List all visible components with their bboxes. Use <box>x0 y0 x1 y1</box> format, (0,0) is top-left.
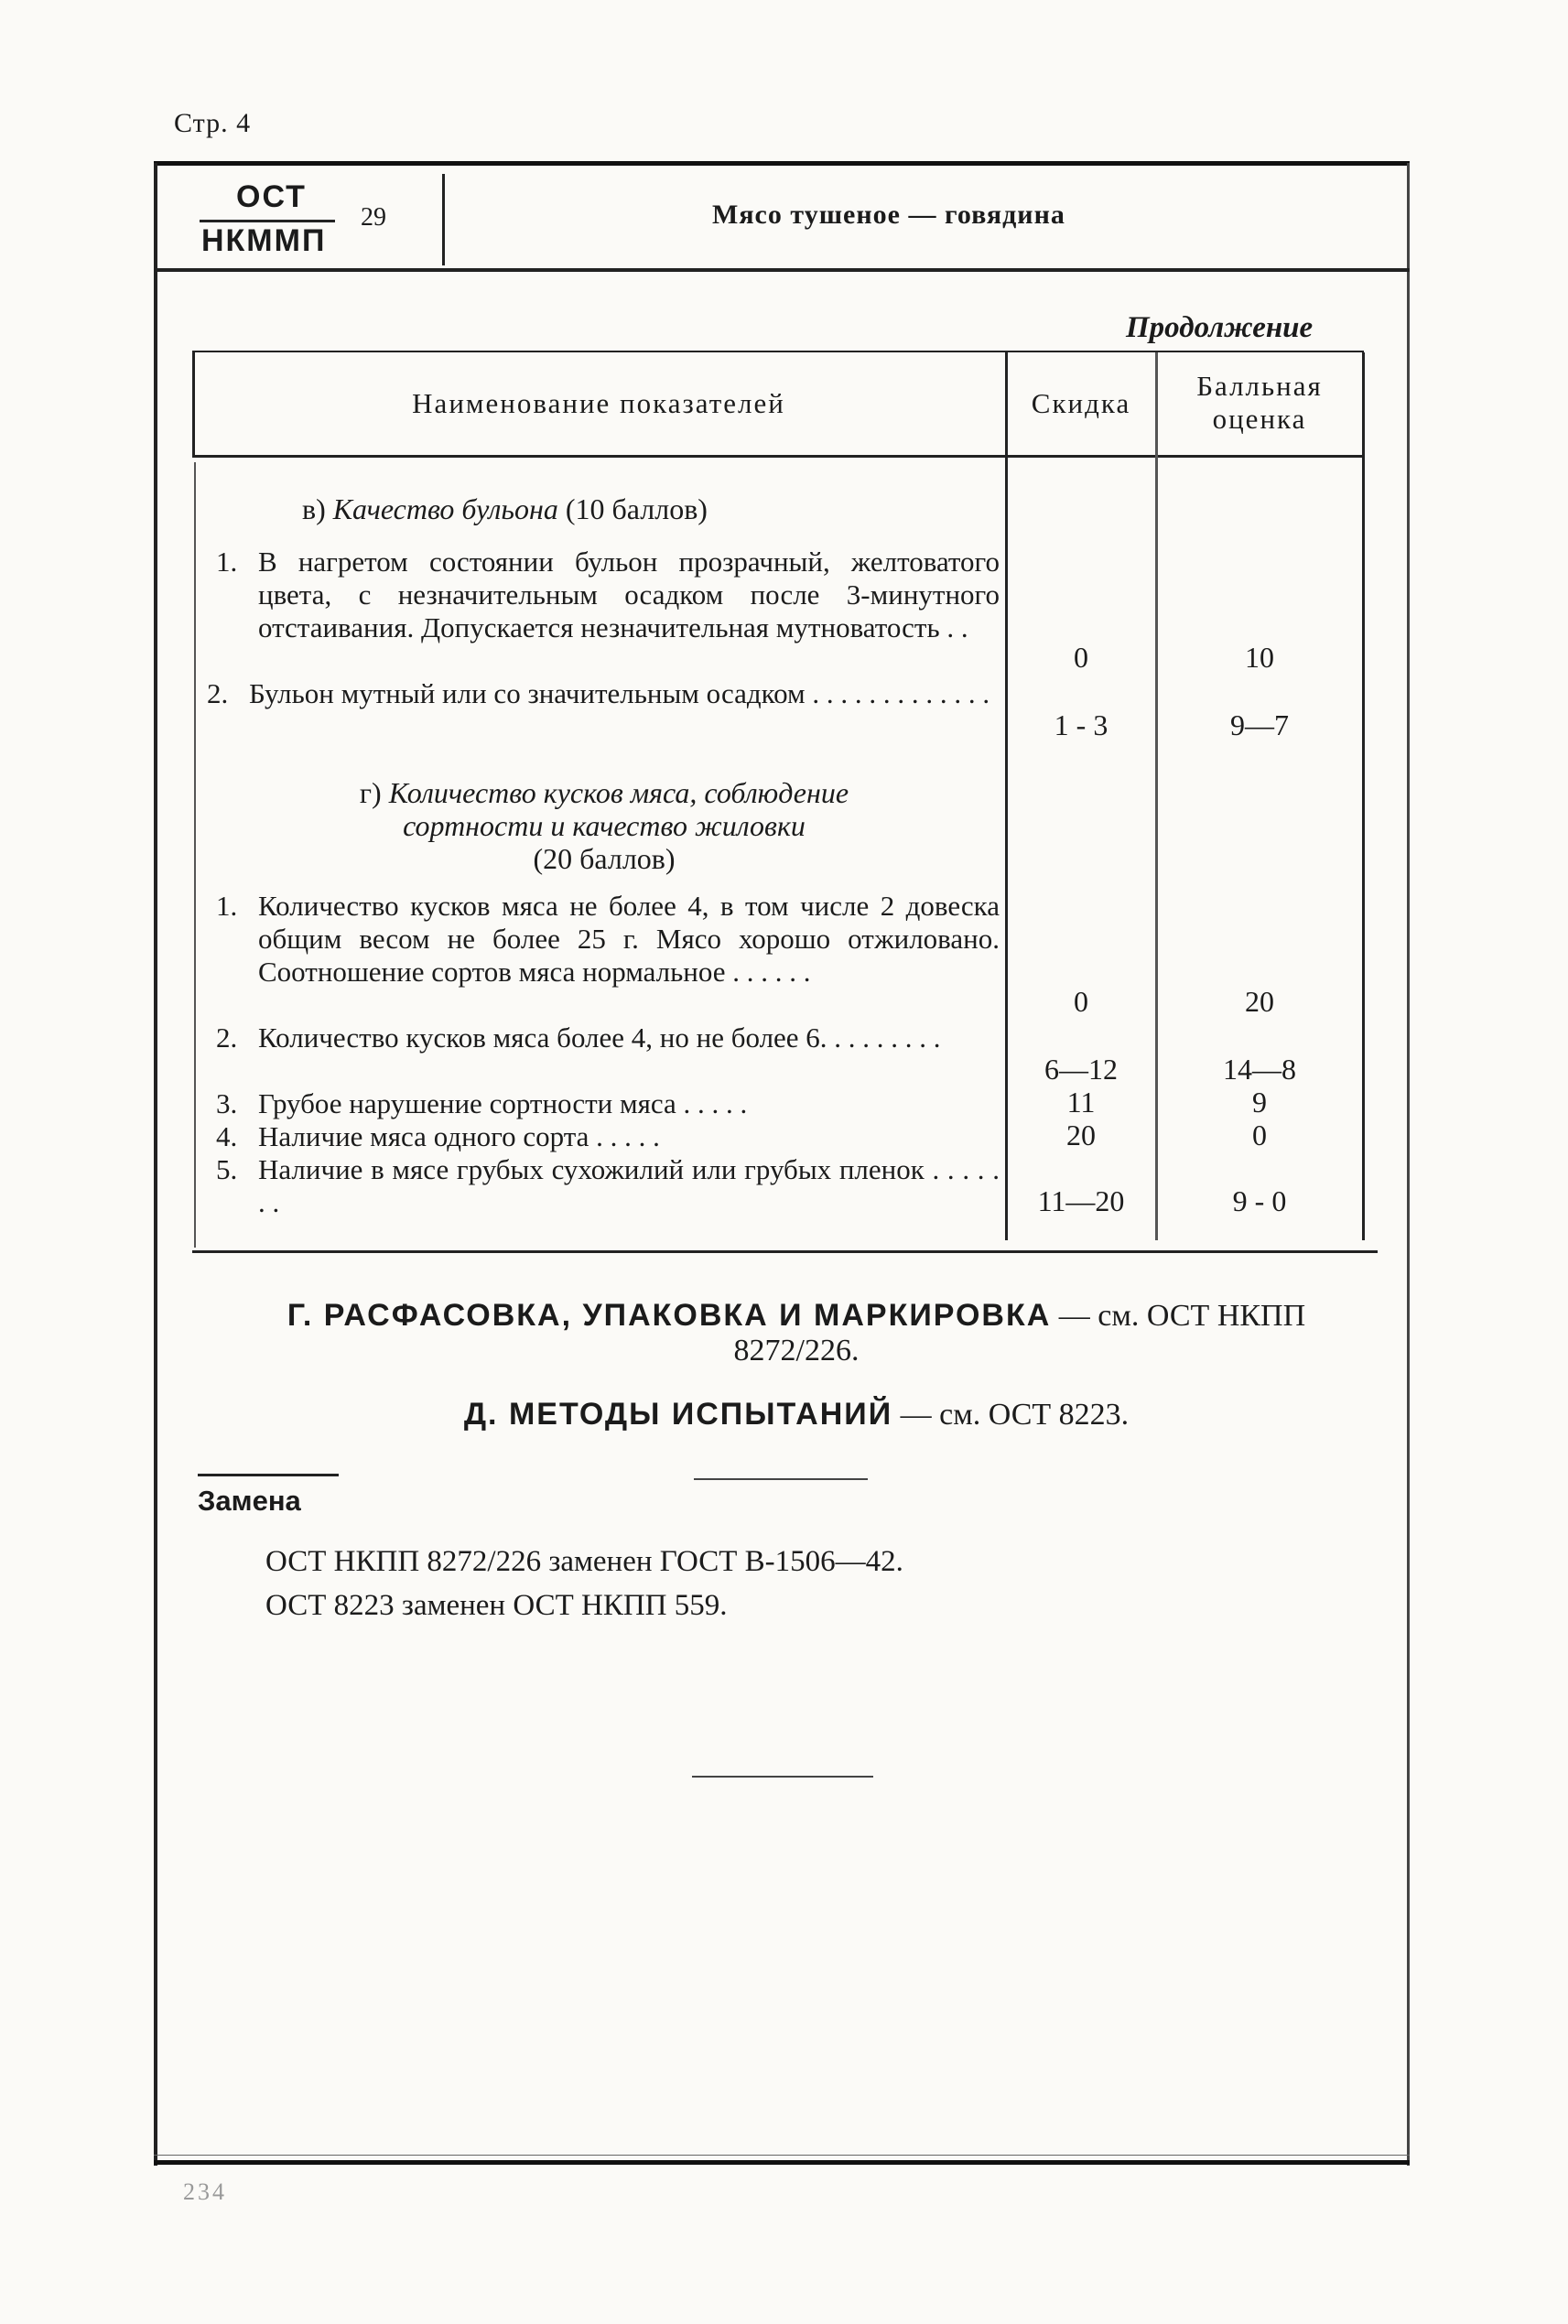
score-value: 9 <box>1252 1086 1267 1119</box>
section-g-title-line1: Количество кусков мяса, соблюдение <box>388 776 849 809</box>
score-value: 0 <box>1252 1119 1267 1151</box>
table-row-text: Грубое нарушение сортности мяса . . . . . <box>258 1087 748 1119</box>
section-packaging-heading: Г. РАСФАСОВКА, УПАКОВКА И МАРКИРОВКА <box>287 1298 1052 1333</box>
section-g-points: (20 баллов) <box>533 842 676 875</box>
section-g-title-line2: сортности и качество жиловки <box>403 809 806 842</box>
item-number: 3. <box>216 1087 238 1119</box>
separator-dash <box>694 1478 868 1480</box>
discount-value: 1 - 3 <box>1054 708 1108 741</box>
discount-value: 0 <box>1074 641 1088 674</box>
score-value: 20 <box>1245 985 1274 1018</box>
continuation-label: Продолжение <box>1126 311 1314 344</box>
frame-top-rule <box>154 161 1410 166</box>
section-packaging-reference: — см. ОСТ НКПП <box>1051 1299 1306 1333</box>
discount-value: 11—20 <box>1037 1184 1125 1217</box>
table-column-divider-1 <box>1005 352 1008 1240</box>
table-left-rule <box>192 352 195 455</box>
section-g-heading: г) Количество кусков мяса, соблюдение сортности и качество жиловки (20 баллов) <box>256 776 952 875</box>
standard-code-bottom: НКММП <box>201 223 327 258</box>
table-row-text: Количество кусков мяса не более 4, в том числе 2 довеска общим весом не более 25 г. Мясо хорошо отжиловано. Соотношение сортов мяса нормальное . . . . . . <box>258 890 1000 988</box>
replacement-heading: Замена <box>198 1485 301 1517</box>
discount-value: 20 <box>1066 1119 1096 1151</box>
score-value: 9—7 <box>1230 708 1289 741</box>
page-number: Стр. 4 <box>174 108 252 138</box>
section-v-title: Качество бульона <box>332 492 558 525</box>
discount-value: 0 <box>1074 985 1088 1018</box>
section-test-methods-reference: — см. ОСТ 8223. <box>892 1398 1130 1432</box>
table-row-text: В нагретом состоянии бульон прозрачный, желтоватого цвета, с незначительным осадком после 3-минутного отстаивания. Допускается незначительная мутноватость . . <box>258 546 1000 643</box>
column-header-score-line2: оценка <box>1212 403 1307 435</box>
frame-bottom-thin-rule <box>154 2155 1410 2156</box>
column-header-discount: Скидка <box>1031 387 1131 419</box>
header-bottom-rule <box>154 268 1410 272</box>
section-packaging-reference-line2: 8272/226. <box>733 1334 860 1367</box>
replacement-heading-rule <box>198 1474 339 1476</box>
table-row-text: Наличие в мясе грубых сухожилий или грубых пленок . . . . . . . <box>258 1153 1000 1218</box>
score-value: 14—8 <box>1223 1053 1296 1086</box>
table-column-divider-2 <box>1155 352 1158 1240</box>
table-left-body-rule <box>194 462 196 1248</box>
section-v-points: (10 баллов) <box>565 492 708 525</box>
score-value: 10 <box>1245 641 1274 674</box>
standard-code-fraction-line <box>200 220 335 222</box>
document-title: Мясо тушеное — говядина <box>712 200 1065 230</box>
section-v-heading: в) Качество бульона (10 баллов) <box>302 492 708 525</box>
replacement-line-2: ОСТ 8223 заменен ОСТ НКПП 559. <box>265 1589 728 1622</box>
footer-page-mark: 234 <box>183 2178 227 2205</box>
item-number: 1. <box>216 546 238 578</box>
section-packaging <box>229 1298 1364 1368</box>
discount-value: 11 <box>1066 1086 1096 1119</box>
table-right-rule <box>1362 352 1365 1240</box>
frame-right-rule <box>1407 163 1410 2166</box>
column-header-name: Наименование показателей <box>412 387 785 419</box>
item-number: 1. <box>216 890 238 922</box>
table-row-text: Бульон мутный или со значительным осадком . . . . . . . . . . . . . <box>249 677 990 709</box>
standard-code-top: ОСТ <box>236 179 307 214</box>
table-row-text: Наличие мяса одного сорта . . . . . <box>258 1120 660 1152</box>
table-bottom-rule <box>192 1250 1378 1253</box>
item-number: 4. <box>216 1120 238 1152</box>
item-number: 2. <box>216 1021 238 1054</box>
replacement-line-1: ОСТ НКПП 8272/226 заменен ГОСТ В-1506—42. <box>265 1545 903 1578</box>
item-number: 2. <box>207 677 229 709</box>
column-header-score-line1: Балльная <box>1196 370 1323 402</box>
section-test-methods <box>229 1397 1364 1432</box>
column-header-score <box>1159 370 1360 436</box>
frame-bottom-rule <box>154 2160 1410 2165</box>
item-number: 5. <box>216 1153 238 1185</box>
table-row-text: Количество кусков мяса более 4, но не более 6. . . . . . . . . <box>258 1021 941 1054</box>
section-test-methods-heading: Д. МЕТОДЫ ИСПЫТАНИЙ <box>463 1397 893 1432</box>
score-value: 9 - 0 <box>1232 1184 1287 1217</box>
discount-value: 6—12 <box>1044 1053 1118 1086</box>
end-separator-dash <box>692 1776 873 1778</box>
header-divider <box>442 174 445 265</box>
table-top-rule <box>192 351 1364 352</box>
table-header-bottom-rule <box>192 455 1364 458</box>
standard-number: 29 <box>361 203 386 232</box>
frame-left-rule <box>154 163 157 2166</box>
